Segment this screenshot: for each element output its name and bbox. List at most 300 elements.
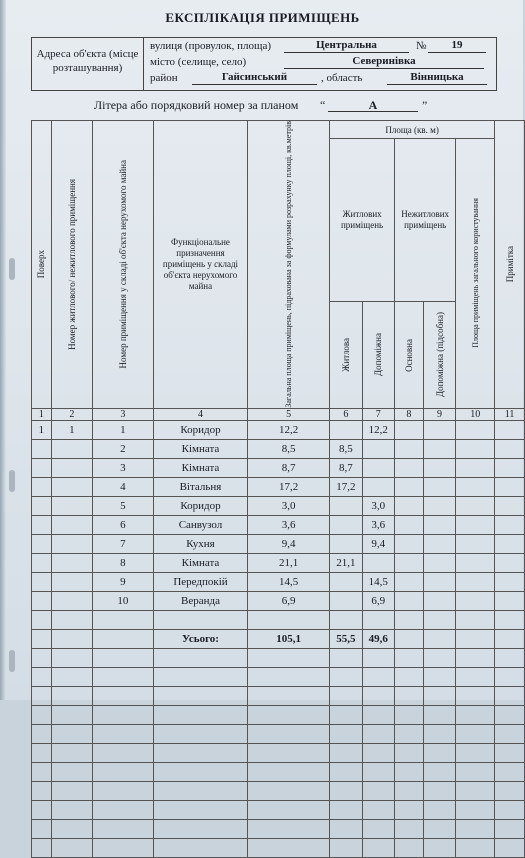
cell-aux: 9,4	[362, 534, 394, 553]
cell-empty	[495, 610, 525, 629]
total-living: 55,5	[330, 629, 362, 648]
cell-empty	[153, 838, 247, 857]
cell-empty	[456, 724, 495, 743]
table-row	[32, 553, 525, 572]
cell-apt	[51, 458, 92, 477]
cell-empty	[395, 496, 424, 515]
cell-empty	[495, 724, 525, 743]
cell-aux: 14,5	[362, 572, 394, 591]
region-label: , область	[321, 72, 363, 84]
cell-empty	[362, 800, 394, 819]
cell-empty	[456, 781, 495, 800]
cell-empty	[423, 705, 456, 724]
litera-quote-close: ”	[422, 98, 428, 112]
empty-row	[32, 762, 525, 781]
cell-living: 8,7	[330, 458, 362, 477]
cell-aux: 6,9	[362, 591, 394, 610]
cell-empty	[395, 515, 424, 534]
cell-empty	[423, 477, 456, 496]
cell-empty	[330, 781, 362, 800]
cell-empty	[423, 743, 456, 762]
cell-empty	[423, 648, 456, 667]
cell-empty	[92, 724, 153, 743]
cell-total: 6,9	[248, 591, 330, 610]
empty-row	[32, 667, 525, 686]
cell-empty	[92, 781, 153, 800]
cell-empty	[395, 686, 424, 705]
cell-name: Кімната	[153, 458, 247, 477]
cell-empty	[248, 762, 330, 781]
cell-no: 8	[92, 553, 153, 572]
cell-floor: 1	[32, 420, 52, 439]
cell-empty	[423, 781, 456, 800]
cell-empty	[395, 534, 424, 553]
cell-empty	[32, 686, 52, 705]
cell-empty	[423, 629, 456, 648]
column-number-row: 1 2 3 4 5 6 7 8 9 10 11	[32, 408, 525, 420]
cell-floor	[32, 572, 52, 591]
cell-empty	[32, 648, 52, 667]
header-nonliving-group: Нежитлових приміщень	[395, 139, 456, 302]
cell-aux	[362, 439, 394, 458]
cell-empty	[153, 648, 247, 667]
cell-total: 17,2	[248, 477, 330, 496]
cell-no: 10	[92, 591, 153, 610]
cell-empty	[362, 686, 394, 705]
cell-empty	[248, 800, 330, 819]
cell-empty	[330, 648, 362, 667]
cell-empty	[92, 629, 153, 648]
cell-empty	[51, 762, 92, 781]
cell-no: 9	[92, 572, 153, 591]
cell-empty	[51, 743, 92, 762]
cell-total: 12,2	[248, 420, 330, 439]
cell-empty	[495, 648, 525, 667]
cell-empty	[423, 553, 456, 572]
cell-empty	[423, 686, 456, 705]
cell-empty	[395, 705, 424, 724]
cell-empty	[456, 629, 495, 648]
cell-floor	[32, 439, 52, 458]
cell-apt	[51, 572, 92, 591]
cell-empty	[32, 781, 52, 800]
cell-empty	[51, 838, 92, 857]
cell-total: 3,0	[248, 496, 330, 515]
cell-empty	[495, 743, 525, 762]
cell-total: 21,1	[248, 553, 330, 572]
empty-row	[32, 648, 525, 667]
cell-empty	[495, 781, 525, 800]
cell-empty	[362, 838, 394, 857]
cell-empty	[32, 819, 52, 838]
cell-empty	[32, 762, 52, 781]
cell-empty	[92, 743, 153, 762]
cell-name: Кімната	[153, 439, 247, 458]
cell-empty	[423, 610, 456, 629]
cell-name	[153, 610, 247, 629]
cell-empty	[248, 686, 330, 705]
cell-empty	[248, 724, 330, 743]
cell-empty	[495, 838, 525, 857]
cell-empty	[248, 838, 330, 857]
cell-empty	[456, 743, 495, 762]
cell-empty	[51, 781, 92, 800]
cell-empty	[32, 705, 52, 724]
cell-empty	[92, 762, 153, 781]
cell-empty	[395, 819, 424, 838]
cell-empty	[51, 629, 92, 648]
header-area-group: Площа (кв. м)	[330, 121, 495, 139]
cell-living: 17,2	[330, 477, 362, 496]
cell-empty	[51, 724, 92, 743]
cell-apt	[51, 477, 92, 496]
cell-apt	[51, 553, 92, 572]
cell-empty	[495, 800, 525, 819]
header-apt-no: Номер житлового/ нежитлового приміщення	[51, 121, 92, 409]
table-row	[32, 591, 525, 610]
cell-empty	[330, 819, 362, 838]
cell-empty	[32, 629, 52, 648]
cell-total	[248, 610, 330, 629]
cell-empty	[330, 838, 362, 857]
empty-row	[32, 800, 525, 819]
cell-empty	[92, 667, 153, 686]
cell-empty	[456, 610, 495, 629]
cell-empty	[248, 648, 330, 667]
cell-empty	[456, 705, 495, 724]
cell-empty	[92, 819, 153, 838]
cell-empty	[495, 762, 525, 781]
cell-living	[330, 610, 362, 629]
cell-aux	[362, 458, 394, 477]
cell-empty	[330, 800, 362, 819]
number-value: 19	[428, 40, 486, 53]
cell-aux: 3,0	[362, 496, 394, 515]
header-notes: Примітка	[495, 121, 525, 409]
cell-empty	[423, 819, 456, 838]
cell-empty	[330, 686, 362, 705]
header-living: Житлова	[330, 302, 362, 408]
cell-empty	[395, 591, 424, 610]
cell-empty	[395, 572, 424, 591]
cell-empty	[456, 515, 495, 534]
cell-empty	[456, 800, 495, 819]
cell-empty	[92, 648, 153, 667]
cell-empty	[495, 458, 525, 477]
empty-row	[32, 743, 525, 762]
cell-no: 2	[92, 439, 153, 458]
header-aux: Допоміжна	[362, 302, 394, 408]
empty-row	[32, 781, 525, 800]
cell-name: Коридор	[153, 496, 247, 515]
cell-empty	[495, 534, 525, 553]
cell-empty	[51, 648, 92, 667]
total-total: 105,1	[248, 629, 330, 648]
cell-no: 4	[92, 477, 153, 496]
empty-row	[32, 838, 525, 857]
cell-floor	[32, 515, 52, 534]
cell-empty	[456, 591, 495, 610]
cell-floor	[32, 477, 52, 496]
cell-empty	[51, 686, 92, 705]
cell-empty	[495, 439, 525, 458]
header-total-area: Загальна площа приміщень, підрахована за формулами розрахунку площі, кв.метрів	[248, 121, 330, 409]
cell-empty	[395, 781, 424, 800]
cell-living: 21,1	[330, 553, 362, 572]
cell-empty	[495, 819, 525, 838]
cell-empty	[153, 743, 247, 762]
header-room-no: Номер приміщення у складі об'єкта нерухомого майна	[92, 121, 153, 409]
page-fold	[0, 0, 6, 700]
cell-empty	[495, 477, 525, 496]
header-aux-service: Допоміжна (підсобна)	[423, 302, 456, 408]
cell-living	[330, 420, 362, 439]
cell-empty	[423, 762, 456, 781]
cell-empty	[395, 629, 424, 648]
cell-empty	[456, 819, 495, 838]
cell-empty	[423, 800, 456, 819]
cell-empty	[32, 743, 52, 762]
table-row	[32, 610, 525, 629]
street-value: Центральна	[284, 40, 409, 53]
cell-empty	[456, 420, 495, 439]
cell-empty	[456, 553, 495, 572]
cell-empty	[456, 439, 495, 458]
cell-empty	[423, 439, 456, 458]
cell-apt	[51, 439, 92, 458]
cell-empty	[423, 724, 456, 743]
cell-empty	[92, 838, 153, 857]
cell-total: 8,5	[248, 439, 330, 458]
cell-no: 7	[92, 534, 153, 553]
cell-empty	[395, 477, 424, 496]
district-label: район	[150, 72, 178, 84]
table-row	[32, 420, 525, 439]
cell-floor	[32, 591, 52, 610]
address-label: Адреса об'єкта (місце розташування)	[32, 38, 144, 90]
cell-empty	[495, 705, 525, 724]
cell-empty	[248, 781, 330, 800]
cell-empty	[495, 496, 525, 515]
cell-name: Коридор	[153, 420, 247, 439]
cell-empty	[456, 762, 495, 781]
cell-empty	[153, 781, 247, 800]
cell-empty	[423, 534, 456, 553]
cell-empty	[423, 420, 456, 439]
cell-empty	[395, 439, 424, 458]
header-floor: Поверх	[32, 121, 52, 409]
cell-no: 6	[92, 515, 153, 534]
cell-apt	[51, 610, 92, 629]
cell-living	[330, 534, 362, 553]
cell-empty	[32, 800, 52, 819]
empty-row	[32, 705, 525, 724]
cell-no: 5	[92, 496, 153, 515]
cell-empty	[395, 553, 424, 572]
cell-empty	[32, 724, 52, 743]
cell-living	[330, 591, 362, 610]
table-row	[32, 477, 525, 496]
cell-empty	[330, 705, 362, 724]
cell-empty	[495, 572, 525, 591]
header-common-area: Площа приміщень загального користування	[456, 139, 495, 409]
cell-name: Вітальня	[153, 477, 247, 496]
cell-empty	[32, 838, 52, 857]
cell-empty	[456, 667, 495, 686]
cell-empty	[456, 458, 495, 477]
table-row	[32, 458, 525, 477]
cell-empty	[395, 667, 424, 686]
cell-empty	[153, 705, 247, 724]
cell-name: Веранда	[153, 591, 247, 610]
region-value: Вінницька	[387, 72, 487, 85]
cell-empty	[423, 572, 456, 591]
header-main: Основна	[395, 302, 424, 408]
cell-empty	[395, 800, 424, 819]
litera-value: А	[328, 98, 418, 112]
number-label: №	[416, 40, 427, 52]
cell-empty	[423, 838, 456, 857]
cell-apt	[51, 591, 92, 610]
cell-floor	[32, 553, 52, 572]
cell-empty	[395, 724, 424, 743]
address-box	[31, 37, 497, 91]
cell-empty	[153, 762, 247, 781]
city-label: місто (селище, село)	[150, 56, 247, 68]
litera-quote-open: “	[320, 98, 326, 112]
cell-empty	[51, 819, 92, 838]
cell-floor	[32, 610, 52, 629]
cell-empty	[395, 762, 424, 781]
cell-empty	[248, 705, 330, 724]
cell-total: 9,4	[248, 534, 330, 553]
cell-empty	[423, 458, 456, 477]
cell-empty	[330, 724, 362, 743]
header-purpose: Функціональне призначення приміщень у складі об'єкта нерухомого майна	[153, 121, 247, 409]
cell-empty	[248, 743, 330, 762]
total-label: Усього:	[153, 629, 247, 648]
cell-empty	[362, 724, 394, 743]
binder-hole	[9, 258, 15, 280]
table-row	[32, 534, 525, 553]
cell-name: Передпокій	[153, 572, 247, 591]
cell-empty	[330, 667, 362, 686]
header-living-group: Житлових приміщень	[330, 139, 395, 302]
document-title: ЕКСПЛІКАЦІЯ ПРИМІЩЕНЬ	[165, 10, 360, 25]
cell-empty	[495, 420, 525, 439]
cell-living	[330, 572, 362, 591]
cell-empty	[362, 667, 394, 686]
cell-empty	[92, 705, 153, 724]
cell-living: 8,5	[330, 439, 362, 458]
cell-total: 8,7	[248, 458, 330, 477]
cell-empty	[51, 705, 92, 724]
cell-empty	[362, 743, 394, 762]
empty-row	[32, 819, 525, 838]
cell-total: 14,5	[248, 572, 330, 591]
binder-hole	[9, 470, 15, 492]
cell-apt: 1	[51, 420, 92, 439]
total-aux: 49,6	[362, 629, 394, 648]
cell-aux: 12,2	[362, 420, 394, 439]
cell-floor	[32, 496, 52, 515]
cell-empty	[92, 686, 153, 705]
cell-empty	[456, 534, 495, 553]
cell-empty	[495, 591, 525, 610]
cell-empty	[362, 781, 394, 800]
table-row	[32, 439, 525, 458]
cell-apt	[51, 515, 92, 534]
cell-empty	[395, 838, 424, 857]
cell-empty	[495, 629, 525, 648]
cell-empty	[248, 667, 330, 686]
cell-empty	[330, 743, 362, 762]
cell-aux	[362, 477, 394, 496]
cell-aux	[362, 610, 394, 629]
cell-name: Кухня	[153, 534, 247, 553]
cell-empty	[395, 743, 424, 762]
cell-floor	[32, 534, 52, 553]
cell-empty	[456, 838, 495, 857]
cell-empty	[495, 515, 525, 534]
cell-empty	[423, 515, 456, 534]
empty-row	[32, 724, 525, 743]
cell-empty	[362, 762, 394, 781]
table-row	[32, 515, 525, 534]
cell-empty	[423, 667, 456, 686]
street-label: вулиця (провулок, площа)	[150, 40, 272, 52]
cell-empty	[456, 572, 495, 591]
cell-empty	[456, 496, 495, 515]
cell-living	[330, 515, 362, 534]
cell-no: 1	[92, 420, 153, 439]
cell-no	[92, 610, 153, 629]
cell-empty	[395, 458, 424, 477]
table-row	[32, 496, 525, 515]
cell-empty	[423, 496, 456, 515]
cell-empty	[456, 686, 495, 705]
city-value: Северинівка	[284, 56, 484, 69]
cell-empty	[51, 800, 92, 819]
cell-empty	[395, 610, 424, 629]
empty-row	[32, 686, 525, 705]
cell-empty	[362, 705, 394, 724]
cell-empty	[51, 667, 92, 686]
table-row	[32, 572, 525, 591]
cell-empty	[153, 667, 247, 686]
binder-hole	[9, 650, 15, 672]
cell-empty	[153, 800, 247, 819]
cell-name: Санвузол	[153, 515, 247, 534]
cell-empty	[32, 667, 52, 686]
cell-living	[330, 496, 362, 515]
cell-empty	[330, 762, 362, 781]
cell-empty	[495, 553, 525, 572]
cell-empty	[423, 591, 456, 610]
cell-empty	[248, 819, 330, 838]
cell-empty	[456, 648, 495, 667]
cell-apt	[51, 496, 92, 515]
cell-name: Кімната	[153, 553, 247, 572]
cell-aux	[362, 553, 394, 572]
litera-label: Літера або порядковий номер за планом	[94, 98, 299, 112]
district-value: Гайсинський	[192, 72, 317, 85]
rooms-table	[31, 120, 525, 858]
cell-no: 3	[92, 458, 153, 477]
total-row	[32, 629, 525, 648]
cell-total: 3,6	[248, 515, 330, 534]
cell-empty	[153, 724, 247, 743]
